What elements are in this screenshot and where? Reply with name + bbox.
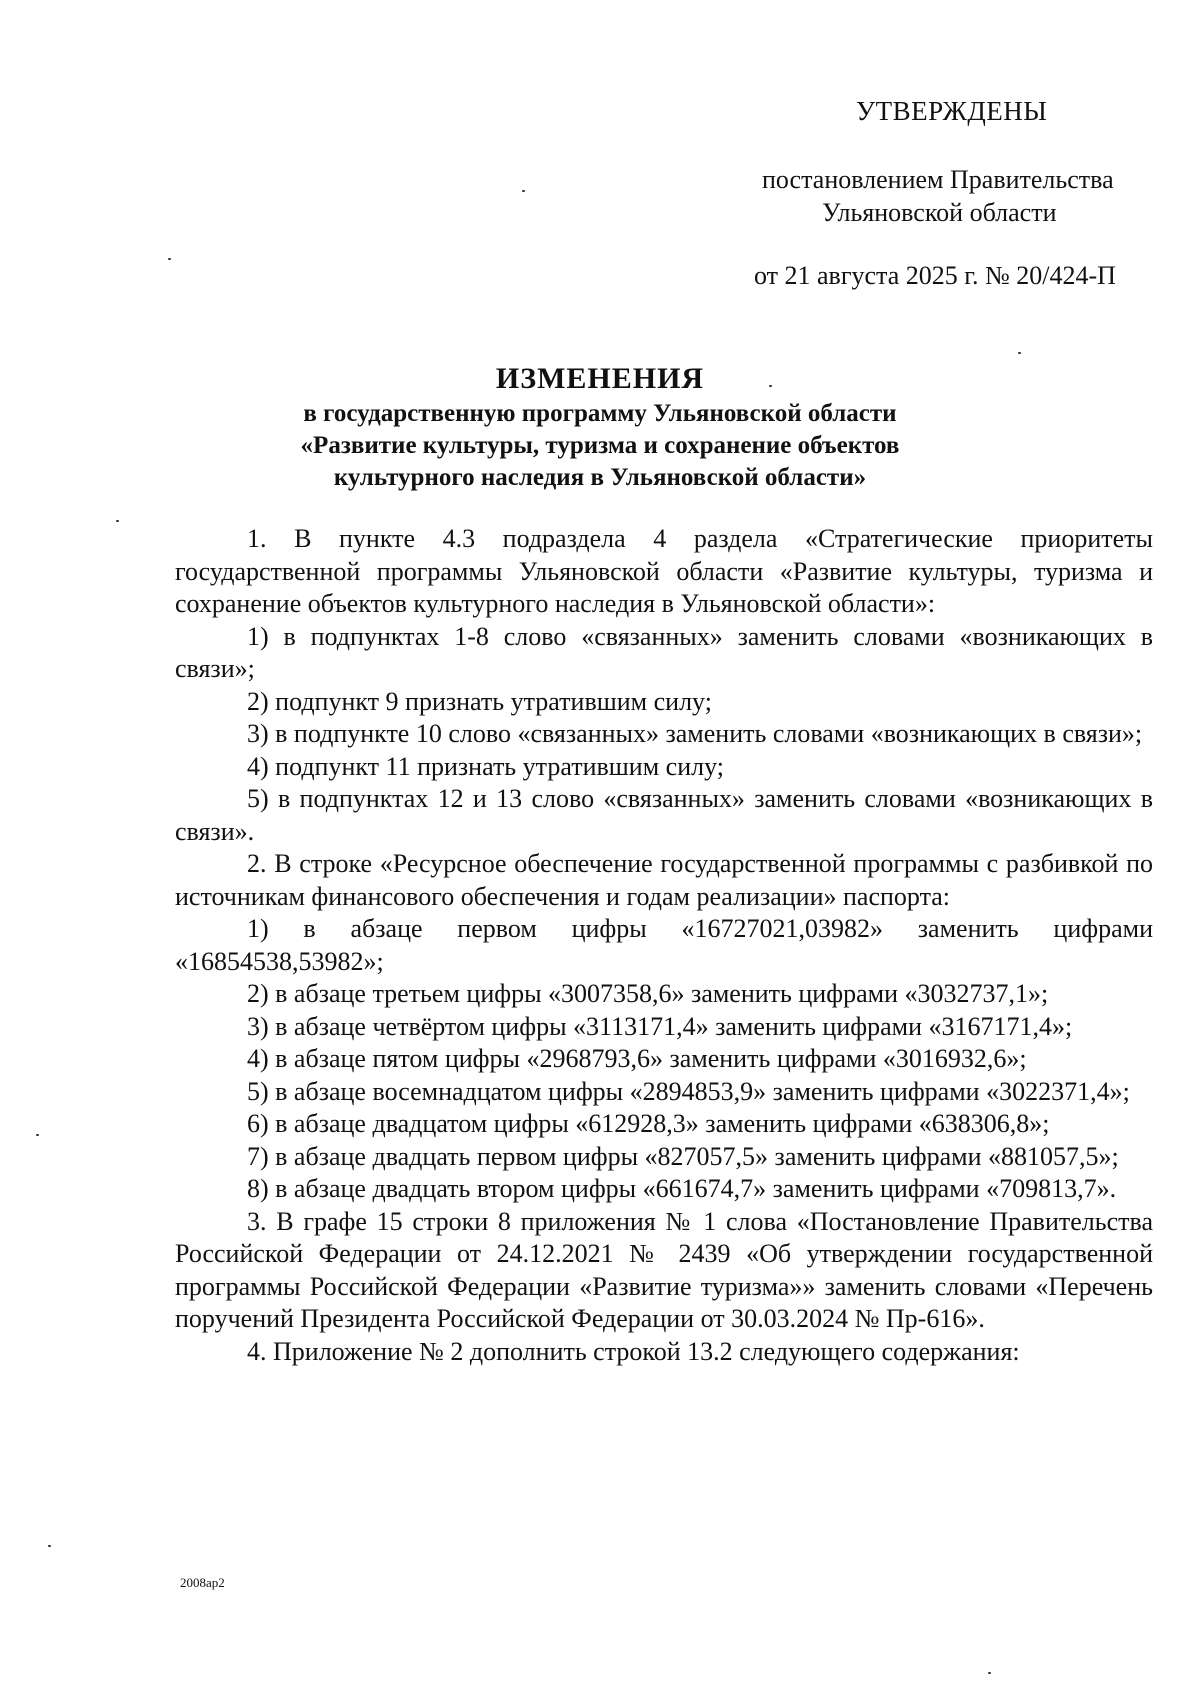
paragraph-2-5: 5) в абзаце восемнадцатом цифры «2894853,9» заменить цифрами «3022371,4»; [247,1076,1130,1106]
approval-decree-line1: постановлением Правительства [762,165,1114,194]
paragraph-1-2: 2) подпункт 9 признать утратившим силу; [247,686,712,716]
scan-speck [36,1134,39,1136]
scan-speck [116,520,119,522]
paragraph-2-2: 2) в абзаце третьем цифры «3007358,6» заменить цифрами «3032737,1»; [247,979,1049,1008]
approval-decree-line2: Ульяновской области [822,198,1057,227]
paragraph-4: 4. Приложение № 2 дополнить строкой 13.2 следующего содержания: [247,1336,1020,1366]
scan-speck [522,190,525,192]
paragraph-1-5: 5) в подпунктах 12 и 13 слово «связанных» заменить словами «возникающих в связи». [175,784,1153,846]
document-body [175,523,1153,1368]
document-title: ИЗМЕНЕНИЯ [495,362,705,395]
paragraph-2-7: 7) в абзаце двадцать первом цифры «827057,5» заменить цифрами «881057,5»; [247,1141,1119,1171]
paragraph-2: 2. В строке «Ресурсное обеспечение государственной программы с разбивкой по источникам финансового обеспечения и годам реализации» паспорта: [175,849,1153,911]
paragraph-2-1: 1) в абзаце первом цифры «16727021,03982» заменить цифрами «16854538,53982»; [175,914,1153,976]
paragraph-1: 1. В пункте 4.3 подраздела 4 раздела «Стратегические приоритеты государственной программы Ульяновской области «Развитие культуры, туризма и сохранение объектов культурного наследия в Ульяновской области»: [175,524,1153,618]
paragraph-1-1: 1) в подпунктах 1-8 слово «связанных» заменить словами «возникающих в связи»; [175,621,1153,683]
footer-code: 2008ap2 [180,1575,225,1590]
paragraph-2-3: 3) в абзаце четвёртом цифры «3113171,4» заменить цифрами «3167171,4»; [247,1011,1073,1041]
approval-decree-date: от 21 августа 2025 г. № 20/424-П [754,261,1116,290]
scan-speck [168,258,171,260]
paragraph-1-4: 4) подпункт 11 признать утратившим силу; [247,751,724,781]
paragraph-2-6: 6) в абзаце двадцатом цифры «612928,3» заменить цифрами «638306,8»; [247,1109,1050,1138]
scan-speck [1018,352,1021,354]
paragraph-3: 3. В графе 15 строки 8 приложения № 1 слова «Постановление Правительства Российской Федерации от 24.12.2021 № 2439 «Об утверждении государственной программы Российской Федерации «Развитие туризма»» заменить словами «Перечень поручений Президента Российской Федерации от 30.03.2024 № Пр-616». [175,1206,1153,1333]
scan-speck [988,1672,991,1674]
paragraph-2-8: 8) в абзаце двадцать втором цифры «661674,7» заменить цифрами «709813,7». [247,1174,1117,1203]
scan-speck [48,1545,51,1547]
document-subtitle-line2: «Развитие культуры, туризма и сохранение объектов [300,432,900,459]
approval-stamp-heading: УТВЕРЖДЕНЫ [856,96,1048,126]
document-subtitle-line3: культурного наследия в Ульяновской области» [333,464,867,491]
document-subtitle-line1: в государственную программу Ульяновской области [303,400,897,427]
scan-speck [769,385,772,387]
paragraph-2-4: 4) в абзаце пятом цифры «2968793,6» заменить цифрами «3016932,6»; [247,1044,1027,1073]
paragraph-1-3: 3) в подпункте 10 слово «связанных» заменить словами «возникающих в связи»; [247,719,1143,748]
